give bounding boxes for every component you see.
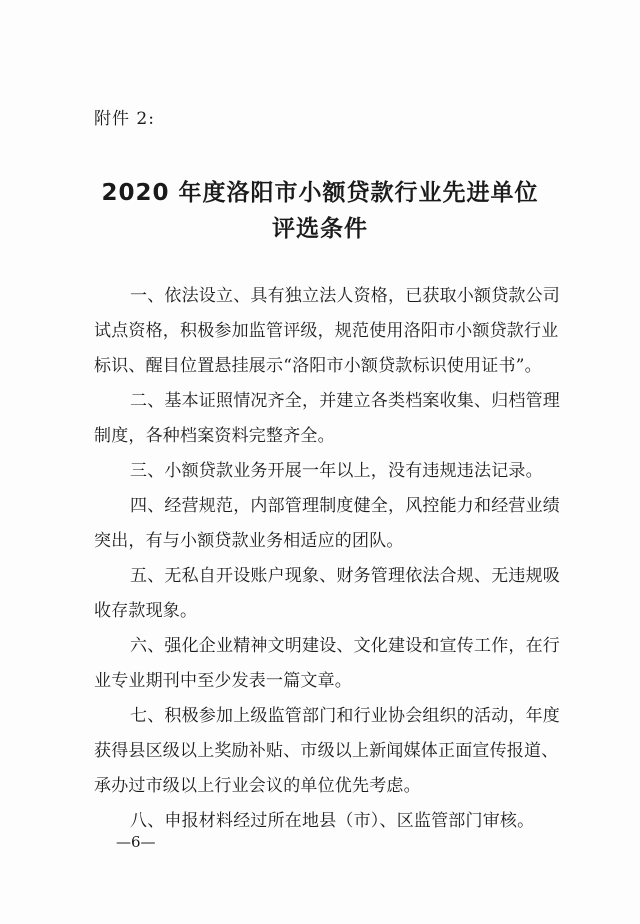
paragraph-3-line-1: 三、小额贷款业务开展一年以上，没有违规违法记录。 bbox=[130, 461, 543, 481]
paragraph-4-line-1: 四、经营规范，内部管理制度健全，风控能力和经营业绩 bbox=[130, 496, 560, 516]
paragraph-8-line-1: 八、申报材料经过所在地县（市）、区监管部门审核。 bbox=[130, 811, 535, 831]
paragraph-2-line-2: 制度，各种档案资料完整齐全。 bbox=[94, 426, 335, 446]
paragraph-1-line-3: 标识、醒目位置悬挂展示“洛阳市小额贷款标识使用证书”。 bbox=[94, 356, 542, 376]
paragraph-5-line-1: 五、无私自开设账户现象、财务管理依法合规、无违规吸 bbox=[130, 566, 560, 586]
attachment-label: 附件 2: bbox=[94, 109, 155, 129]
paragraph-7-line-1: 七、积极参加上级监管部门和行业协会组织的活动，年度 bbox=[130, 706, 560, 726]
paragraph-4-line-2: 突出，有与小额贷款业务相适应的团队。 bbox=[94, 531, 404, 551]
paragraph-7-line-3: 承办过市级以上行业会议的单位优先考虑。 bbox=[94, 776, 421, 796]
paragraph-6-line-2: 业专业期刊中至少发表一篇文章。 bbox=[94, 671, 352, 691]
paragraph-2-line-1: 二、基本证照情况齐全，并建立各类档案收集、归档管理 bbox=[130, 391, 560, 411]
document-title-line-1: 2020 年度洛阳市小额贷款行业先进单位 bbox=[101, 180, 539, 206]
paragraph-1-line-1: 一、依法设立、具有独立法人资格，已获取小额贷款公司 bbox=[130, 286, 560, 306]
paragraph-5-line-2: 收存款现象。 bbox=[94, 601, 198, 621]
document-title-line-2: 评选条件 bbox=[272, 216, 368, 242]
page-number: —6— bbox=[116, 833, 156, 851]
paragraph-6-line-1: 六、强化企业精神文明建设、文化建设和宣传工作，在行 bbox=[130, 636, 560, 656]
paragraph-1-line-2: 试点资格，积极参加监管评级，规范使用洛阳市小额贷款行业 bbox=[94, 321, 559, 341]
paragraph-7-line-2: 获得县区级以上奖励补贴、市级以上新闻媒体正面宣传报道、 bbox=[94, 741, 559, 761]
